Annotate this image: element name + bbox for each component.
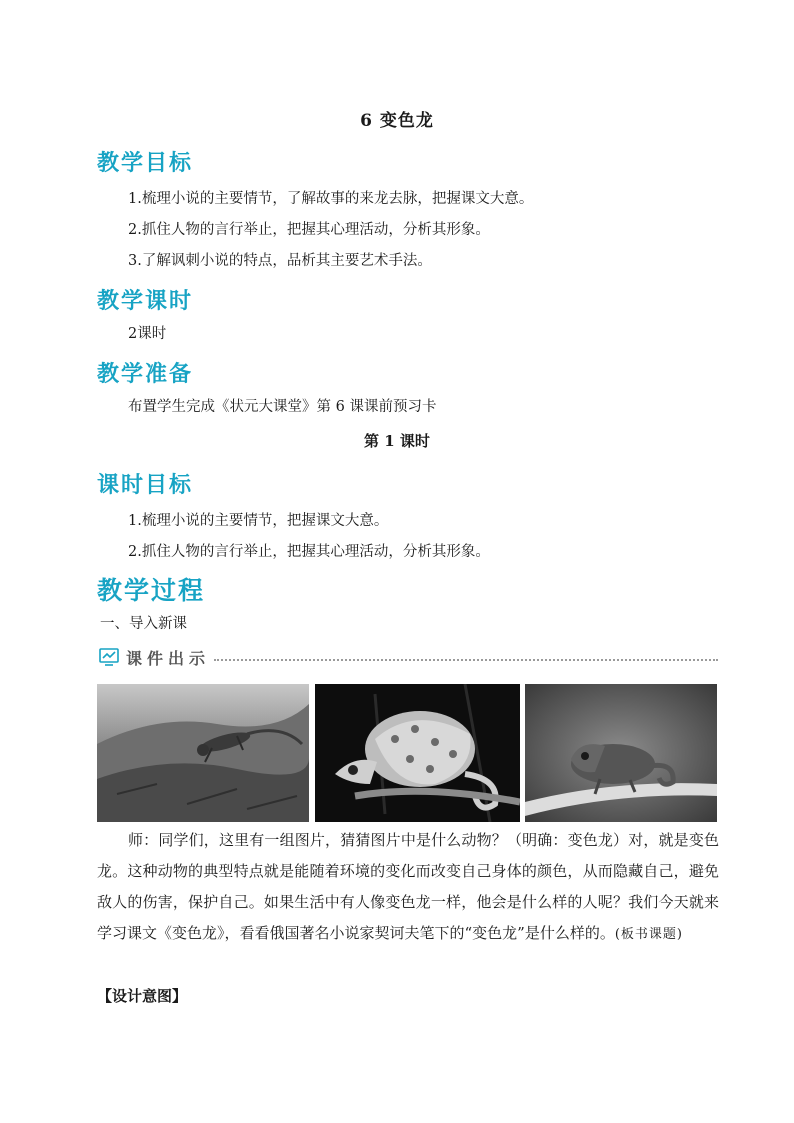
chameleon-photo bbox=[315, 684, 520, 822]
lizard-photo bbox=[97, 684, 309, 822]
heading-teaching-hours: 教学课时 bbox=[97, 289, 194, 314]
hours-value: 2课时 bbox=[128, 326, 167, 342]
board-note: (板书课题) bbox=[614, 927, 683, 942]
session-goal-item: 1.梳理小说的主要情节，把握课文大意。 bbox=[128, 513, 389, 529]
process-step-title: 一、导入新课 bbox=[100, 616, 187, 632]
courseware-bar bbox=[98, 646, 718, 668]
heading-session-goals: 课时目标 bbox=[97, 473, 194, 498]
courseware-icon bbox=[98, 646, 120, 668]
session-title: 第 1 课时 bbox=[364, 432, 430, 450]
chameleon-on-branch-photo bbox=[525, 684, 717, 822]
intro-paragraph bbox=[97, 825, 719, 950]
goal-item: 2.抓住人物的言行举止，把握其心理活动，分析其形象。 bbox=[128, 222, 490, 238]
heading-teaching-goals: 教学目标 bbox=[97, 151, 194, 176]
courseware-label: 课件出示 bbox=[126, 648, 211, 668]
courseware-divider bbox=[214, 659, 718, 661]
intro-paragraph-text: 师：同学们，这里有一组图片，猜猜图片中是什么动物？（明确：变色龙）对，就是变色龙。这种动物的典型特点就是能随着环境的变化而改变自己身体的颜色，从而隐藏自己，避免敌人的伤害，保护自己。如果生活中有人像变色龙一样，他会是什么样的人呢？我们今天就来学习课文《变色龙》，看看俄国著名小说家契诃夫笔下的“变色龙”是什么样的。 bbox=[97, 831, 719, 942]
heading-teaching-process: 教学过程 bbox=[97, 576, 206, 605]
heading-teaching-prep: 教学准备 bbox=[97, 362, 194, 387]
goal-item: 3.了解讽刺小说的特点，品析其主要艺术手法。 bbox=[128, 253, 432, 269]
design-intent-label: 【设计意图】 bbox=[97, 987, 188, 1005]
goal-item: 1.梳理小说的主要情节，了解故事的来龙去脉，把握课文大意。 bbox=[128, 191, 534, 207]
lesson-title: 6 变色龙 bbox=[360, 111, 434, 131]
session-goal-item: 2.抓住人物的言行举止，把握其心理活动，分析其形象。 bbox=[128, 544, 490, 560]
prep-value: 布置学生完成《状元大课堂》第 6 课课前预习卡 bbox=[128, 399, 437, 415]
